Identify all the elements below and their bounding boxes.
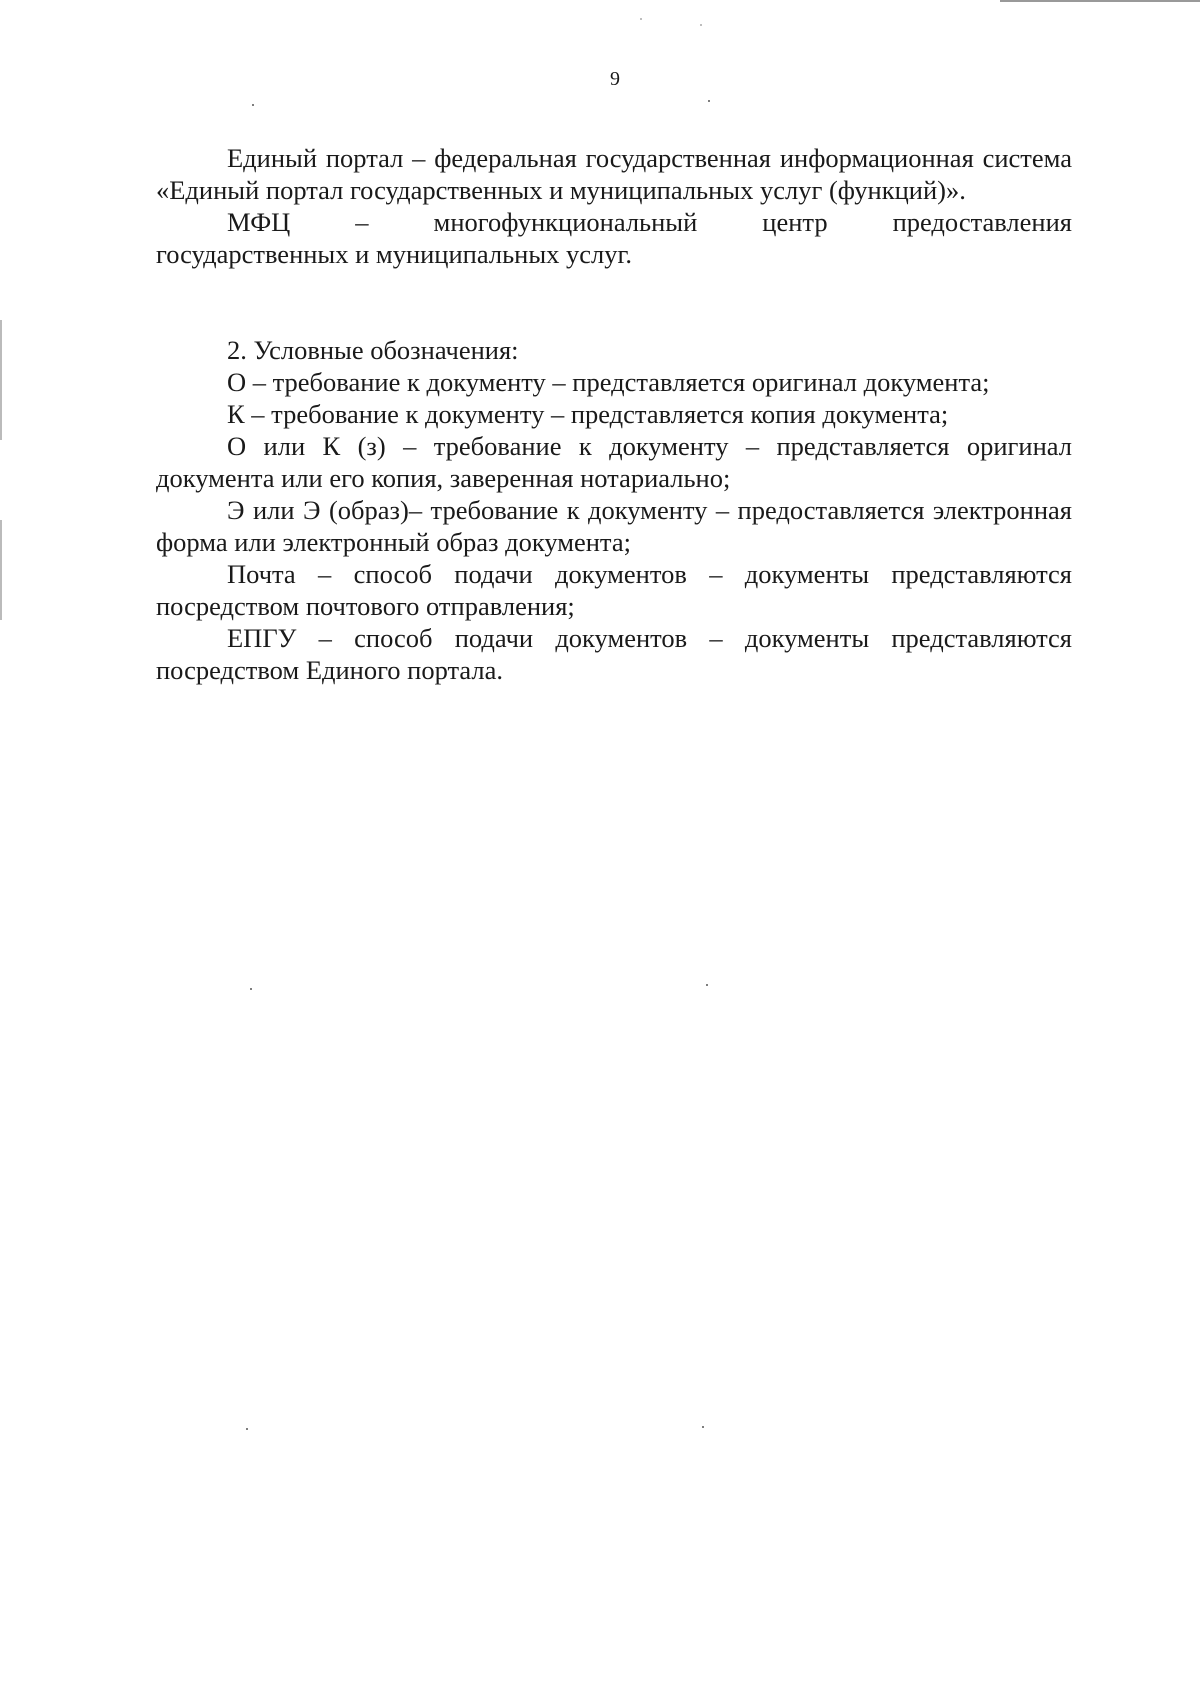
legend-item: О – требование к документу – представляется оригинал документа;: [227, 367, 990, 397]
mfc-dash: –: [355, 207, 369, 237]
scan-speck: [706, 984, 708, 986]
scan-speck: [246, 1428, 248, 1430]
mfc-word: многофункциональный: [433, 207, 698, 237]
document-body: [156, 142, 1072, 686]
legend-item: О или К (з) – требование к документу – представляется оригинал документа или его копия, заверенная нотариально;: [156, 431, 1072, 493]
scan-speck: [708, 100, 710, 102]
legend-item: ЕПГУ – способ подачи документов – документы представляются посредством Единого портала.: [156, 623, 1072, 685]
definition-mfc-rest: государственных и муниципальных услуг.: [156, 239, 633, 269]
mfc-term: МФЦ: [227, 207, 291, 237]
legend-item: Э или Э (образ)– требование к документу – предоставляется электронная форма или электронный образ документа;: [156, 495, 1072, 557]
scan-speck: [702, 1426, 704, 1428]
definition-portal: Единый портал – федеральная государственная информационная система «Единый портал государственных и муниципальных услуг (функций)».: [156, 143, 1072, 205]
scan-edge-top: [1000, 0, 1200, 2]
legend-heading: 2. Условные обозначения:: [227, 335, 519, 365]
scan-speck: [252, 104, 254, 106]
scan-speck: [250, 988, 252, 990]
scan-edge-left: [0, 520, 2, 620]
scan-speck: [640, 18, 642, 20]
scan-edge-left: [0, 320, 2, 440]
mfc-word: предоставления: [892, 207, 1072, 237]
page-number: 9: [610, 68, 620, 90]
scan-speck: [700, 24, 702, 26]
definition-mfc-first-line: [156, 206, 1072, 238]
mfc-word: центр: [762, 207, 828, 237]
legend-item: Почта – способ подачи документов – документы представляются посредством почтового отправления;: [156, 559, 1072, 621]
legend-item: К – требование к документу – представляется копия документа;: [227, 399, 949, 429]
